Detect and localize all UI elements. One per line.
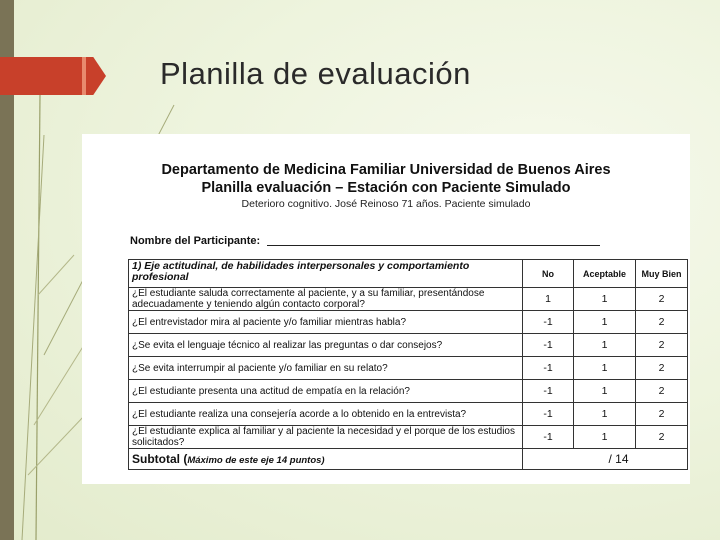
score-muy-bien: 2 xyxy=(636,426,688,449)
table-row xyxy=(129,380,688,403)
subtotal-label-cell xyxy=(129,449,523,470)
table-row xyxy=(129,403,688,426)
score-no: -1 xyxy=(523,426,574,449)
score-muy-bien: 2 xyxy=(636,334,688,357)
item-text: ¿Se evita el lenguaje técnico al realizar las preguntas o dar consejos? xyxy=(129,334,523,357)
table-row xyxy=(129,334,688,357)
score-aceptable: 1 xyxy=(574,380,636,403)
subtotal-row xyxy=(129,449,688,470)
evaluation-document xyxy=(82,134,690,484)
score-no: 1 xyxy=(523,288,574,311)
column-header-muy-bien: Muy Bien xyxy=(636,260,688,288)
item-text: ¿El estudiante presenta una actitud de empatía en la relación? xyxy=(129,380,523,403)
score-no: -1 xyxy=(523,334,574,357)
item-text: ¿El estudiante explica al familiar y al paciente la necesidad y el porque de los estudios solicitados? xyxy=(129,426,523,449)
subtotal-label: Subtotal ( xyxy=(132,452,188,466)
axis-title: 1) Eje actitudinal, de habilidades interpersonales y comportamiento profesional xyxy=(129,260,523,288)
item-text: ¿Se evita interrumpir al paciente y/o familiar en su relato? xyxy=(129,357,523,380)
table-header-row xyxy=(129,260,688,288)
case-description: Deterioro cognitivo. José Reinoso 71 años. Paciente simulado xyxy=(241,198,531,210)
item-text: ¿El estudiante saluda correctamente al paciente, y a su familiar, presentándose adecuadamente y teniendo algún contacto corporal? xyxy=(129,288,523,311)
title-accent-tab xyxy=(0,57,106,95)
column-header-no: No xyxy=(523,260,574,288)
slide-title: Planilla de evaluación xyxy=(160,56,471,91)
score-no: -1 xyxy=(523,380,574,403)
item-text: ¿El entrevistador mira al paciente y/o familiar mientras habla? xyxy=(129,311,523,334)
score-muy-bien: 2 xyxy=(636,311,688,334)
score-muy-bien: 2 xyxy=(636,380,688,403)
score-aceptable: 1 xyxy=(574,288,636,311)
document-subheading: Planilla evaluación – Estación con Paciente Simulado xyxy=(201,180,571,196)
subtotal-value xyxy=(523,449,688,470)
subtotal-score: / 14 xyxy=(608,452,629,466)
score-muy-bien: 2 xyxy=(636,357,688,380)
score-no: -1 xyxy=(523,311,574,334)
subtotal-max-note: Máximo de este eje 14 puntos) xyxy=(187,455,325,466)
table-row xyxy=(129,426,688,449)
table-row xyxy=(129,288,688,311)
score-muy-bien: 2 xyxy=(636,288,688,311)
table-row xyxy=(129,311,688,334)
participant-label: Nombre del Participante: xyxy=(130,235,261,247)
evaluation-table xyxy=(128,259,688,470)
table-row xyxy=(129,357,688,380)
item-text: ¿El estudiante realiza una consejería acorde a lo obtenido en la entrevista? xyxy=(129,403,523,426)
score-aceptable: 1 xyxy=(574,426,636,449)
score-aceptable: 1 xyxy=(574,357,636,380)
score-aceptable: 1 xyxy=(574,311,636,334)
score-no: -1 xyxy=(523,403,574,426)
score-aceptable: 1 xyxy=(574,403,636,426)
score-muy-bien: 2 xyxy=(636,403,688,426)
participant-name-line xyxy=(267,245,600,246)
column-header-aceptable: Aceptable xyxy=(574,260,636,288)
document-heading: Departamento de Medicina Familiar Universidad de Buenos Aires xyxy=(161,162,611,178)
score-aceptable: 1 xyxy=(574,334,636,357)
score-no: -1 xyxy=(523,357,574,380)
